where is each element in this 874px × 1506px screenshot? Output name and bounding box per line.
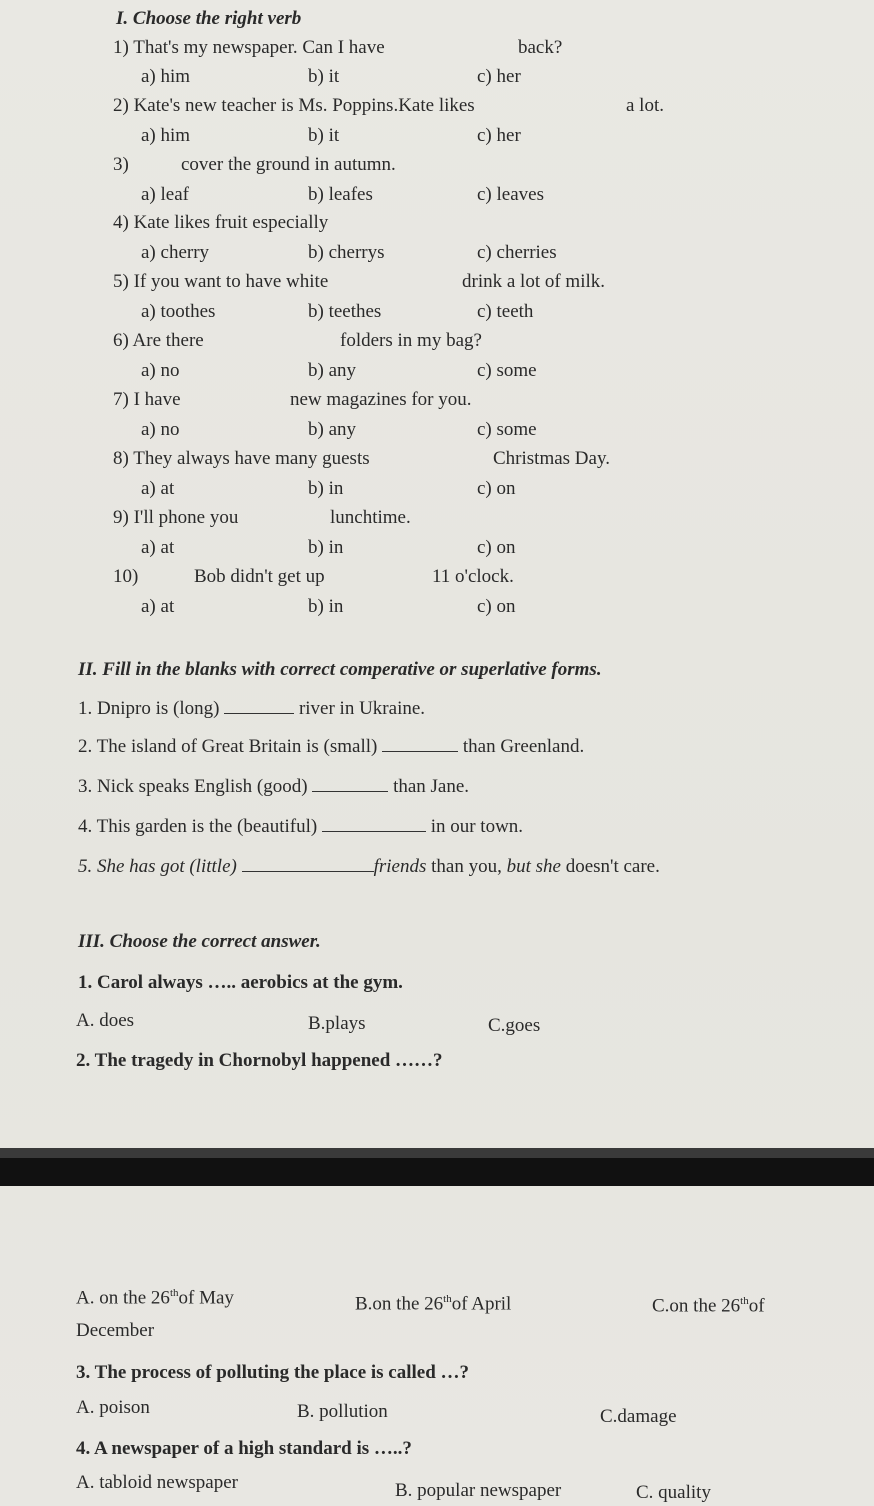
option-a[interactable]: a) toothes: [141, 301, 216, 322]
question-8-tail: Christmas Day.: [493, 448, 610, 469]
fill-item-text: 1. Dnipro is (long): [78, 698, 220, 719]
option-b[interactable]: [355, 1288, 511, 1315]
fill-item-1: [78, 698, 425, 720]
option-a[interactable]: A. poison: [76, 1397, 150, 1418]
question-10-tail-2: 11 o'clock.: [432, 566, 514, 587]
option-c[interactable]: c) her: [477, 125, 521, 146]
ordinal-suffix: th: [169, 1287, 179, 1299]
question-3-tail: cover the ground in autumn.: [181, 154, 396, 175]
question-1-stem: 1) That's my newspaper. Can I have: [113, 37, 385, 58]
option-a[interactable]: a) cherry: [141, 242, 210, 263]
option-c[interactable]: c) teeth: [477, 301, 534, 322]
section-3-heading: III. Choose the correct answer.: [78, 931, 321, 952]
option-c[interactable]: [652, 1290, 765, 1317]
question-8-stem: 8) They always have many guests: [113, 448, 370, 469]
answer-blank[interactable]: [382, 737, 458, 752]
fill-item-4: [78, 816, 523, 838]
option-b[interactable]: b) it: [308, 66, 340, 87]
ordinal-suffix: th: [443, 1293, 452, 1305]
question-2-tail: a lot.: [626, 95, 664, 116]
option-a[interactable]: a) no: [141, 419, 180, 440]
option-a[interactable]: a) him: [141, 125, 191, 146]
fill-item-text: in our town.: [430, 816, 524, 837]
option-c[interactable]: c) on: [477, 478, 516, 499]
section-2-heading: II. Fill in the blanks with correct comperative or superlative forms.: [78, 659, 602, 680]
question-1: 1. Carol always ….. aerobics at the gym.: [78, 972, 403, 993]
fill-item-text: river in Ukraine.: [298, 698, 426, 719]
fill-item-text: than you,: [431, 856, 502, 877]
question-3: 3. The process of polluting the place is called …?: [76, 1362, 470, 1383]
option-text: C.on the 26: [652, 1295, 741, 1317]
fill-item-text: than Greenland.: [462, 736, 585, 757]
option-text: of May: [178, 1287, 234, 1309]
question-5-stem: 5) If you want to have white: [113, 271, 329, 292]
question-2-stem: 2) Kate's new teacher is Ms. Poppins.Kate likes: [113, 95, 475, 116]
option-a[interactable]: A. does: [76, 1010, 135, 1031]
option-c[interactable]: c) some: [477, 419, 537, 440]
question-4-stem: 4) Kate likes fruit especially: [113, 212, 329, 233]
option-c[interactable]: c) on: [477, 537, 516, 558]
option-a[interactable]: a) leaf: [141, 184, 189, 205]
option-text: of: [748, 1295, 765, 1317]
option-c-continued: December: [76, 1320, 155, 1341]
question-9-stem: 9) I'll phone you: [113, 507, 239, 528]
option-b[interactable]: b) in: [308, 478, 344, 499]
answer-blank[interactable]: [312, 777, 388, 792]
option-c[interactable]: c) her: [477, 66, 521, 87]
question-7-stem: 7) I have: [113, 389, 181, 410]
option-b[interactable]: b) in: [308, 537, 344, 558]
question-6-tail: folders in my bag?: [340, 330, 482, 351]
option-text: B.on the 26: [355, 1293, 444, 1315]
fill-item-5: [78, 856, 660, 878]
question-3-stem: 3): [113, 154, 129, 175]
option-a[interactable]: [76, 1282, 234, 1309]
fill-item-text: 4. This garden is the (beautiful): [78, 816, 318, 837]
answer-blank[interactable]: [322, 817, 426, 832]
option-c[interactable]: C. quality: [636, 1482, 711, 1503]
question-10-stem: 10): [113, 566, 139, 587]
option-b[interactable]: b) it: [308, 125, 340, 146]
option-a[interactable]: a) him: [141, 66, 191, 87]
question-4: 4. A newspaper of a high standard is …..?: [76, 1438, 412, 1459]
dark-band: [0, 1158, 874, 1186]
option-b[interactable]: b) in: [308, 596, 344, 617]
option-b[interactable]: b) cherrys: [308, 242, 385, 263]
question-5-tail: drink a lot of milk.: [462, 271, 606, 292]
option-a[interactable]: a) at: [141, 478, 175, 499]
fill-item-text: friends: [373, 856, 427, 877]
option-text: of April: [451, 1293, 512, 1315]
fill-item-2: [78, 736, 584, 758]
fill-item-text: than Jane.: [393, 776, 470, 797]
option-c[interactable]: C.damage: [600, 1406, 677, 1427]
section-1-heading: I. Choose the right verb: [116, 8, 302, 29]
option-b[interactable]: b) any: [308, 419, 357, 440]
option-b[interactable]: b) any: [308, 360, 357, 381]
question-1-tail: back?: [518, 37, 563, 58]
option-b[interactable]: B. popular newspaper: [395, 1480, 562, 1501]
option-c[interactable]: c) on: [477, 596, 516, 617]
option-text: A. on the 26: [76, 1287, 170, 1309]
fill-item-text: doesn't care.: [565, 856, 660, 877]
fill-item-text: 3. Nick speaks English (good): [78, 776, 308, 797]
answer-blank[interactable]: [242, 857, 374, 872]
option-b[interactable]: b) leafes: [308, 184, 373, 205]
option-a[interactable]: a) at: [141, 537, 175, 558]
answer-blank[interactable]: [224, 699, 294, 714]
ordinal-suffix: th: [740, 1295, 749, 1307]
question-10-tail: Bob didn't get up: [194, 566, 325, 587]
option-c[interactable]: c) some: [477, 360, 537, 381]
option-b[interactable]: B. pollution: [297, 1401, 388, 1422]
option-c[interactable]: c) leaves: [477, 184, 544, 205]
option-a[interactable]: A. tabloid newspaper: [76, 1472, 238, 1493]
option-a[interactable]: a) no: [141, 360, 180, 381]
question-6-stem: 6) Are there: [113, 330, 204, 351]
option-c[interactable]: c) cherries: [477, 242, 557, 263]
option-c[interactable]: C.goes: [488, 1015, 541, 1036]
question-7-tail: new magazines for you.: [290, 389, 472, 410]
fill-item-text: 5. She has got (little): [78, 856, 237, 877]
fill-item-text: but she: [506, 856, 561, 877]
question-9-tail: lunchtime.: [330, 507, 411, 528]
question-2: 2. The tragedy in Chornobyl happened ……?: [76, 1050, 443, 1071]
fill-item-3: [78, 776, 469, 798]
option-b[interactable]: B.plays: [308, 1013, 366, 1034]
option-b[interactable]: b) teethes: [308, 301, 382, 322]
fill-item-text: 2. The island of Great Britain is (small): [78, 736, 378, 757]
option-a[interactable]: a) at: [141, 596, 175, 617]
